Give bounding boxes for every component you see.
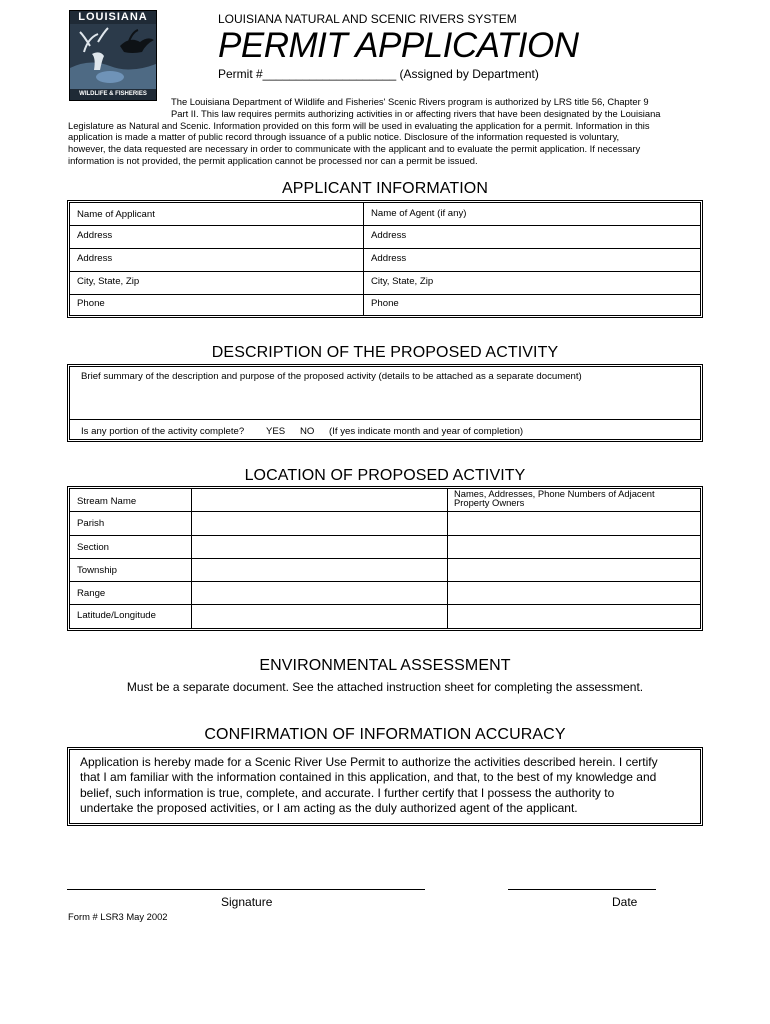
adjacent-owners-field[interactable]	[448, 490, 655, 507]
activity-yes-option[interactable]: YES	[266, 426, 286, 437]
signature-label: Signature	[221, 895, 273, 909]
applicant-phone-field[interactable]: Phone	[77, 298, 105, 309]
activity-no-option[interactable]: NO	[300, 426, 315, 437]
confirmation-line: belief, such information is true, complete, and accurate. I further certify that I possess the authority to	[80, 785, 615, 800]
applicant-name-field[interactable]: Name of Applicant	[77, 209, 155, 220]
section-input[interactable]	[192, 536, 447, 558]
form-number: Form # LSR3 May 2002	[68, 911, 168, 922]
applicant-address-field[interactable]: Address	[77, 230, 113, 241]
parish-label: Parish	[77, 518, 105, 529]
intro-line: application is made a matter of public record through issuance of a public notice. Disclosure of the information requested is voluntary,	[68, 131, 620, 143]
intro-line: information is not provided, the permit application cannot be processed nor can a permit be issued.	[68, 154, 478, 166]
agent-address2-field[interactable]: Address	[371, 253, 407, 264]
confirmation-heading: CONFIRMATION OF INFORMATION ACCURACY	[204, 726, 566, 743]
township-label: Township	[77, 565, 117, 576]
organization-name: LOUISIANA NATURAL AND SCENIC RIVERS SYSTEM	[218, 12, 517, 26]
agency-logo	[69, 10, 157, 101]
activity-heading: DESCRIPTION OF THE PROPOSED ACTIVITY	[211, 344, 559, 361]
confirmation-line: that I am familiar with the information contained in this application, and that, to the best of my knowledge and	[80, 770, 657, 785]
intro-line: Legislature as Natural and Scenic. Information provided on this form will be used in evaluating the application for a permit. Information in this	[68, 119, 650, 131]
intro-line: however, the data requested are necessary in order to communicate with the applicant and to evaluate the permit application. If necessary	[68, 143, 641, 155]
location-heading: LOCATION OF PROPOSED ACTIVITY	[244, 467, 526, 484]
intro-line: The Louisiana Department of Wildlife and Fisheries' Scenic Rivers program is authorized by LRS title 56, Chapter 9	[171, 96, 649, 107]
township-input[interactable]	[192, 559, 447, 581]
location-table	[67, 486, 703, 631]
confirmation-statement	[80, 755, 695, 817]
wildlife-emblem-icon	[70, 24, 156, 90]
activity-complete-question: Is any portion of the activity complete?	[81, 426, 245, 437]
range-input[interactable]	[192, 582, 447, 604]
intro-line: Part II. This law requires permits authorizing activities in or affecting rivers that have been designated by the Louisiana	[171, 107, 661, 119]
activity-summary-field[interactable]: Brief summary of the description and purpose of the proposed activity (details to be attached as a separate document)	[81, 371, 582, 382]
signature-line[interactable]	[67, 889, 425, 890]
intro-paragraph	[68, 96, 702, 167]
date-label: Date	[612, 895, 638, 909]
activity-complete-note: (If yes indicate month and year of completion)	[329, 426, 524, 437]
agent-city-field[interactable]: City, State, Zip	[371, 276, 434, 287]
stream-name-input[interactable]	[192, 489, 447, 511]
activity-table	[67, 364, 703, 442]
range-label: Range	[77, 588, 106, 599]
applicant-table	[67, 200, 703, 318]
agent-address-field[interactable]: Address	[371, 230, 407, 241]
environmental-heading: ENVIRONMENTAL ASSESSMENT	[259, 657, 511, 674]
document-title: PERMIT APPLICATION	[218, 26, 579, 65]
latitude-longitude-input[interactable]	[192, 605, 447, 627]
logo-bottom-text: WILDLIFE & FISHERIES	[70, 89, 156, 100]
logo-top-text: LOUISIANA	[78, 11, 148, 23]
confirmation-line: Application is hereby made for a Scenic River Use Permit to authorize the activities described herein. I certify	[80, 755, 658, 769]
environmental-note: Must be a separate document. See the attached instruction sheet for completing the assessment.	[126, 680, 644, 694]
agent-name-field[interactable]: Name of Agent (if any)	[371, 208, 467, 219]
date-line[interactable]	[508, 889, 656, 890]
adjacent-owners-label: Names, Addresses, Phone Numbers of Adjacent	[454, 488, 655, 499]
latitude-longitude-label: Latitude/Longitude	[77, 610, 156, 621]
applicant-city-field[interactable]: City, State, Zip	[77, 276, 140, 287]
section-label: Section	[77, 542, 109, 553]
permit-number-line: Permit #____________________ (Assigned by Department)	[218, 67, 539, 81]
stream-name-label: Stream Name	[77, 496, 137, 507]
adjacent-owners-label-2: Property Owners	[454, 496, 525, 508]
confirmation-line: undertake the proposed activities, or I am acting as the duly authorized agent of the applicant.	[80, 801, 578, 816]
agent-phone-field[interactable]: Phone	[371, 298, 399, 309]
applicant-address2-field[interactable]: Address	[77, 253, 113, 264]
applicant-heading: APPLICANT INFORMATION	[282, 180, 488, 197]
parish-input[interactable]	[192, 512, 447, 534]
